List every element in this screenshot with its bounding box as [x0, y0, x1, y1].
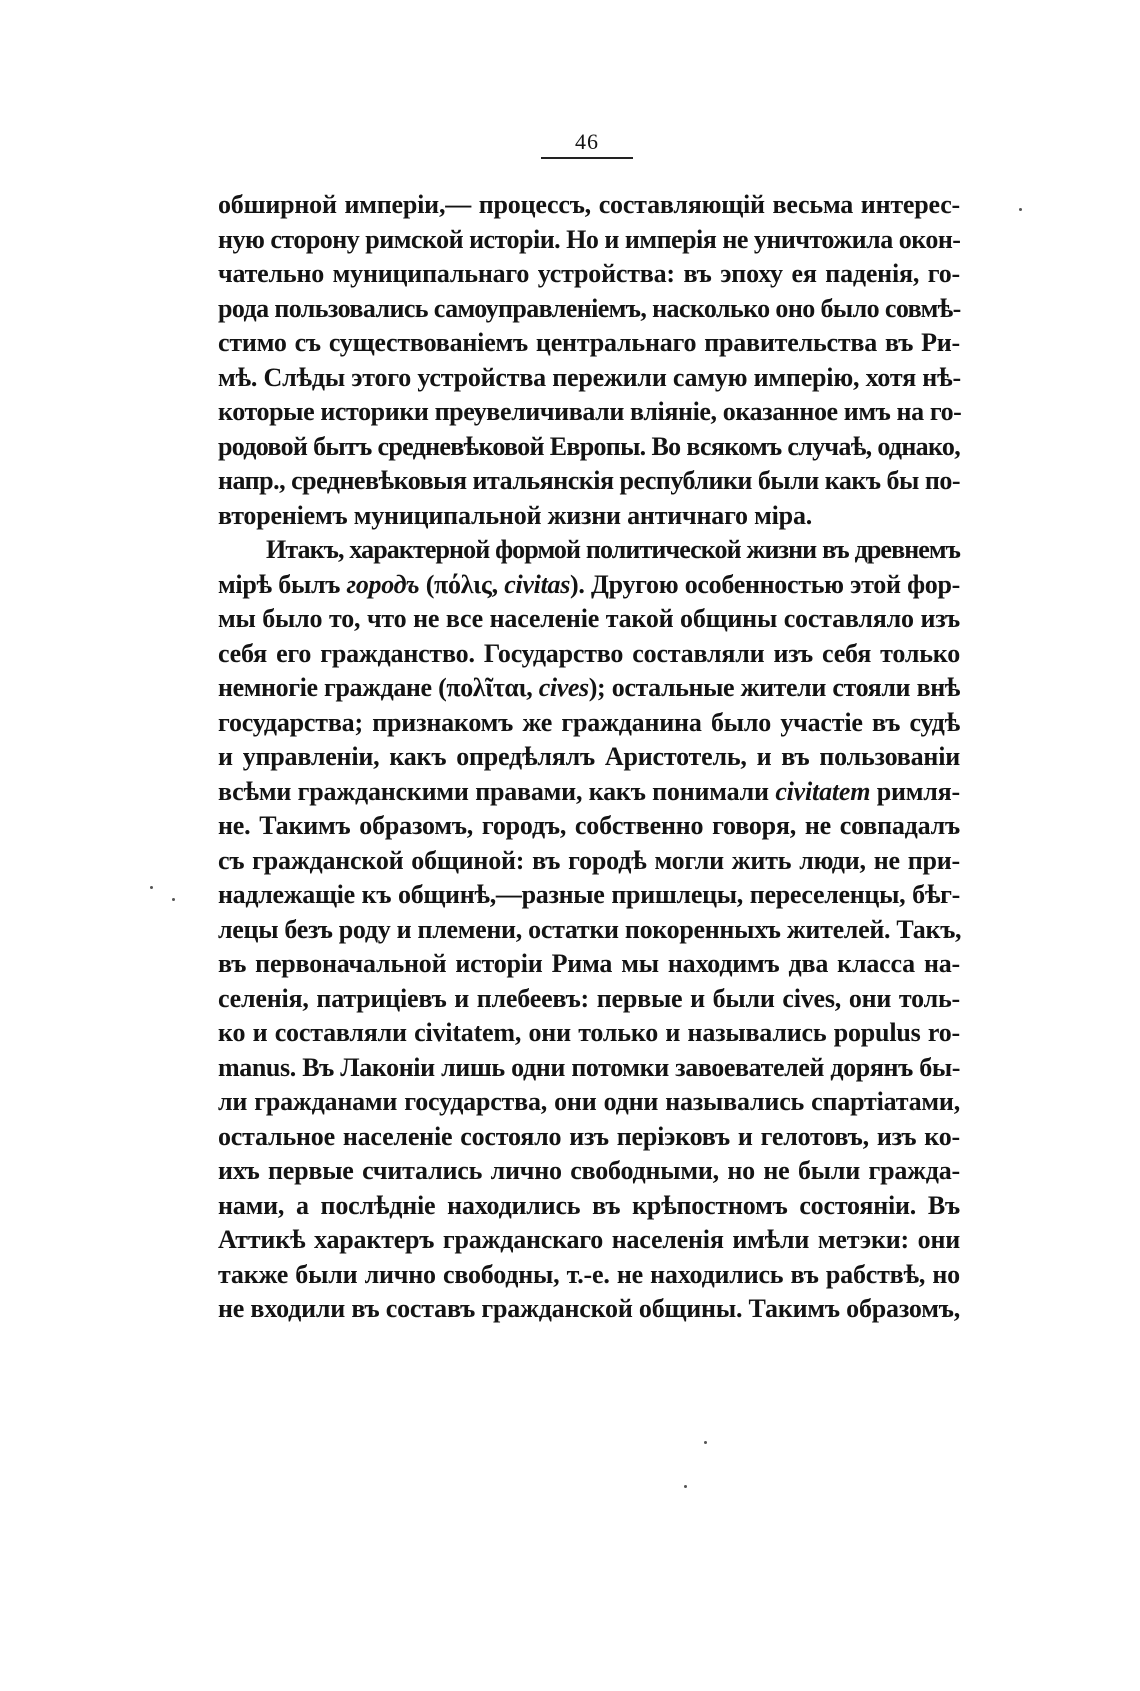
text-line: рода пользовались самоуправленіемъ, насколько оно было совмѣ-: [218, 293, 961, 323]
text-run: римля-: [870, 776, 961, 806]
text-line-mixed: [218, 671, 960, 706]
text-line: стимо съ существованіемъ центральнаго правительства въ Ри-: [218, 328, 960, 357]
italic-term-civitas: civitas: [504, 569, 571, 599]
text-line: manus. Въ Лаконіи лишь одни потомки завоевателей дорянъ бы-: [218, 1052, 960, 1082]
text-line: родовой бытъ средневѣковой Европы. Во всякомъ случаѣ, однако,: [218, 431, 960, 461]
text-line: чательно муниципальнаго устройства: въ эпоху ея паденія, го-: [218, 259, 960, 288]
text-line: не. Такимъ образомъ, городъ, собственно говоря, не совпадалъ: [218, 811, 960, 840]
paper-speck: [684, 1485, 687, 1488]
text-line: лецы безъ роду и племени, остатки покоренныхъ жителей. Такъ,: [218, 914, 962, 944]
text-line: себя его гражданство. Государство составляли изъ себя только: [218, 638, 960, 668]
text-line-mixed: [218, 775, 960, 810]
text-line: съ гражданской общиной: въ городѣ могли жить люди, не при-: [218, 845, 960, 875]
text-line: Итакъ, характерной формой политической жизни въ древнемъ: [266, 535, 960, 564]
text-run: ). Другою особенностью этой фор-: [570, 569, 960, 599]
text-line: ихъ первые считались лично свободными, но не были гражда-: [218, 1156, 960, 1185]
text-run: мірѣ былъ: [218, 569, 347, 599]
text-line: обширной имперіи,— процессъ, составляющій весьма интерес-: [218, 190, 960, 219]
text-line: государства; признакомъ же гражданина было участіе въ судѣ: [218, 707, 960, 737]
paper-speck: [150, 886, 153, 889]
text-line: селенія, патриціевъ и плебеевъ: первые и были cives, они толь-: [218, 983, 960, 1013]
text-line: ли гражданами государства, они одни назывались спартіатами,: [218, 1087, 960, 1116]
text-line: напр., средневѣковыя итальянскія республики были какъ бы по-: [218, 466, 960, 495]
text-line: остальное населеніе состояло изъ періэковъ и гелотовъ, изъ ко-: [218, 1121, 960, 1151]
text-run: (πόλις,: [419, 569, 505, 599]
paragraph-2: [218, 533, 960, 1327]
text-run: ); остальные жители стояли внѣ: [588, 673, 960, 702]
page-number-rule: [541, 157, 633, 159]
text-line: которые историки преувеличивали вліяніе, оказанное имъ на го-: [218, 397, 962, 426]
text-line: Аттикѣ характеръ гражданскаго населенія имѣли метэки: они: [218, 1225, 960, 1254]
text-body: [218, 188, 960, 1327]
text-line-mixed: [218, 568, 960, 603]
text-line: втореніемъ муниципальной жизни античнаго міра.: [218, 500, 813, 530]
text-line: и управленіи, какъ опредѣлялъ Аристотель, и въ пользованіи: [218, 742, 960, 771]
text-line: нами, а послѣдніе находились въ крѣпостномъ состояніи. Въ: [218, 1190, 960, 1220]
italic-term-civitatem: civitatem: [775, 776, 871, 806]
paragraph-1: [218, 188, 960, 533]
text-line: надлежащіе къ общинѣ,—разные пришлецы, переселенцы, бѣг-: [218, 880, 960, 909]
text-line: ную сторону римской исторіи. Но и имперія не уничтожила окон-: [218, 224, 961, 254]
page-number: 46: [575, 129, 599, 154]
paper-speck: [704, 1441, 707, 1444]
text-line: мѣ. Слѣды этого устройства пережили самую имперію, хотя нѣ-: [218, 362, 961, 392]
text-run: немногіе граждане (πολῖται,: [218, 673, 539, 702]
text-line: мы было то, что не все населеніе такой общины составляло изъ: [218, 604, 960, 633]
paper-speck: [1019, 208, 1022, 211]
text-run: всѣми гражданскими правами, какъ понимали: [218, 776, 776, 806]
paper-speck: [172, 898, 175, 901]
italic-term-gorod: городъ: [346, 569, 420, 599]
text-line: въ первоначальной исторіи Рима мы находимъ два класса на-: [218, 949, 960, 978]
text-line: не входили въ составъ гражданской общины. Такимъ образомъ,: [218, 1294, 960, 1323]
text-line: ко и составляли civitatem, они только и назывались populus ro-: [218, 1018, 960, 1047]
text-line: также были лично свободны, т.-е. не находились въ рабствѣ, но: [218, 1259, 960, 1289]
italic-term-cives: cives: [538, 673, 589, 702]
